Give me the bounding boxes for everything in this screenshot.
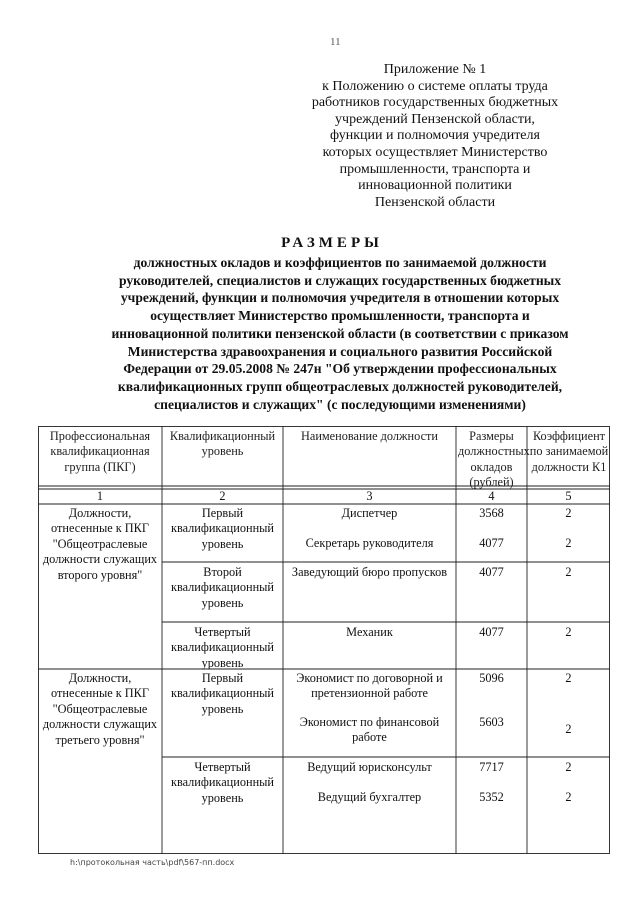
appendix-block <box>310 62 560 211</box>
column-number: 2 <box>219 489 226 503</box>
coef-cell: 2 <box>565 760 572 774</box>
pkg-cell: Должности, отнесенные к ПКГ "Общеотраслевые должности служащих третьего уровня" <box>42 671 158 747</box>
position-cell: Экономист по финансовой работе <box>299 715 440 745</box>
page-number: 11 <box>330 36 341 48</box>
header-position: Наименование должности <box>300 429 438 443</box>
header-coef: Коэффициент по занимаемой должности К1 <box>529 429 609 474</box>
salary-cell: 3568 <box>479 506 504 520</box>
salary-cell: 4077 <box>479 536 504 550</box>
subtitle-line: квалификационных групп общеотраслевых должностей руководителей, <box>117 378 563 394</box>
position-cell: Диспетчер <box>341 506 398 520</box>
salary-cell: 4077 <box>479 565 504 579</box>
appendix-line: Приложение № 1 <box>383 62 487 77</box>
level-cell: Четвертый квалификационный уровень <box>170 625 274 670</box>
subtitle-line: руководителей, специалистов и служащих государственных бюджетных <box>118 272 562 288</box>
file-path-footer: h:\протокольная часть\pdf\567-пп.docx <box>70 858 235 867</box>
appendix-line: учреждений Пензенской области, <box>335 111 535 127</box>
column-number: 1 <box>96 489 104 503</box>
position-cell: Экономист по договорной и претензионной работе <box>296 671 443 701</box>
column-number: 5 <box>565 489 572 503</box>
position-cell: Механик <box>346 625 393 639</box>
position-cell: Ведущий бухгалтер <box>317 790 422 804</box>
coef-cell: 2 <box>565 625 572 639</box>
appendix-line: функции и полномочия учредителя <box>330 128 540 144</box>
appendix-line: работников государственных бюджетных <box>311 95 559 111</box>
salary-cell: 7717 <box>479 760 504 774</box>
salary-cell: 5603 <box>479 715 504 729</box>
coef-cell: 2 <box>565 536 572 550</box>
appendix-line: промышленности, транспорта и <box>339 161 531 177</box>
coef-cell: 2 <box>565 722 572 736</box>
document-subtitle <box>70 254 610 413</box>
position-cell: Секретарь руководителя <box>305 536 434 550</box>
coef-cell: 2 <box>565 565 572 579</box>
pkg-cell: Должности, отнесенные к ПКГ "Общеотраслевые должности служащих второго уровня" <box>42 506 158 582</box>
subtitle-line: должностных окладов и коэффициентов по занимаемой должности <box>133 255 547 270</box>
appendix-line: инновационной политики <box>358 178 512 194</box>
subtitle-line: учреждений, функции и полномочия учредителя в отношении которых <box>120 290 560 306</box>
appendix-line: которых осуществляет Министерство <box>322 144 548 160</box>
document-heading: РАЗМЕРЫ <box>281 235 383 251</box>
header-level: Квалификационный уровень <box>169 429 276 459</box>
appendix-line: к Положению о системе оплаты труда <box>322 78 548 94</box>
salary-table <box>38 426 610 854</box>
subtitle-line: Федерации от 29.05.2008 № 247н "Об утверждении профессиональных <box>123 361 557 377</box>
salary-cell: 4077 <box>479 625 504 639</box>
salary-cell: 5096 <box>479 671 504 685</box>
level-cell: Второй квалификационный уровень <box>170 565 274 610</box>
coef-cell: 2 <box>565 506 572 520</box>
position-cell: Заведующий бюро пропусков <box>291 565 448 579</box>
level-cell: Четвертый квалификационный уровень <box>170 760 274 805</box>
level-cell: Первый квалификационный уровень <box>170 506 274 551</box>
subtitle-line: осуществляет Министерство промышленности, транспорта и <box>150 308 530 324</box>
header-salary: Размеры должностных окладов (рублей) <box>458 429 530 490</box>
coef-cell: 2 <box>565 790 572 804</box>
subtitle-line: инновационной политики пензенской области (в соответствии с приказом <box>111 325 569 341</box>
salary-cell: 5352 <box>479 790 504 804</box>
level-cell: Первый квалификационный уровень <box>170 671 274 716</box>
header-pkg: Профессиональная квалификационная группа (ПКГ) <box>49 429 151 474</box>
column-number: 4 <box>488 489 495 503</box>
position-cell: Ведущий юрисконсульт <box>307 760 432 774</box>
subtitle-line: Министерства здравоохранения и социального развития Российской <box>127 343 553 359</box>
column-number: 3 <box>366 489 373 503</box>
subtitle-line: специалистов и служащих" (с последующими изменениями) <box>154 396 526 412</box>
coef-cell: 2 <box>565 671 572 685</box>
appendix-line: Пензенской области <box>374 194 496 210</box>
